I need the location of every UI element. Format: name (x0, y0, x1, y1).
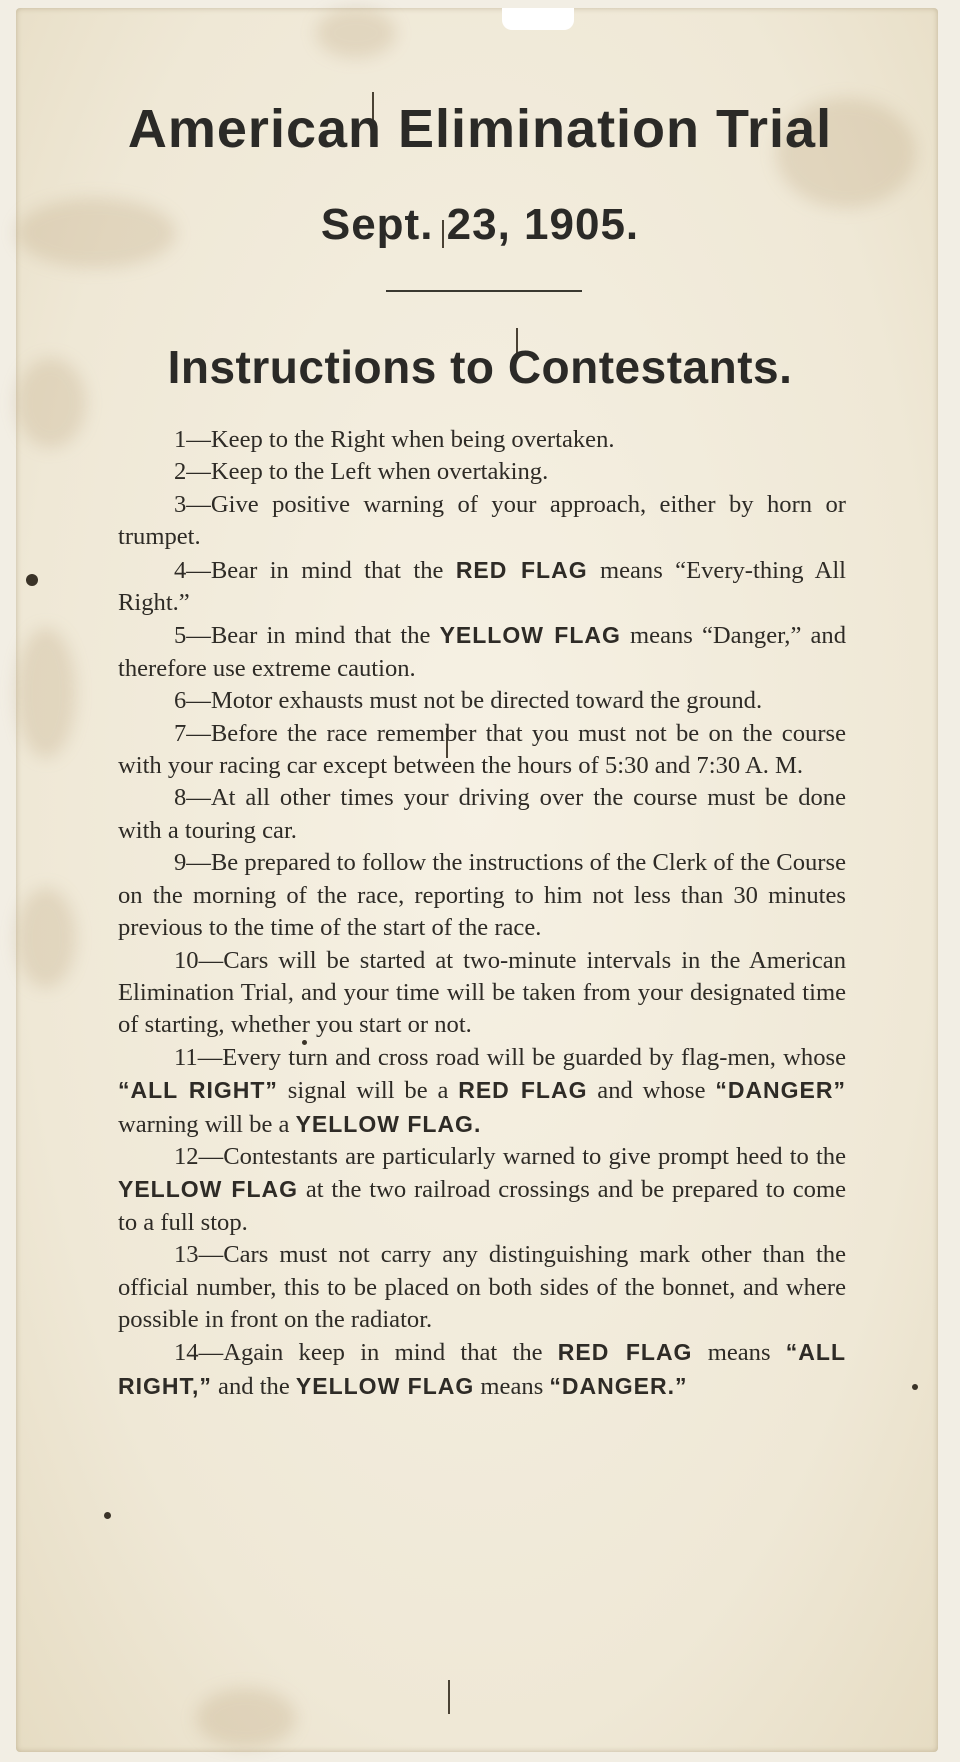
rule-number: 4 (174, 556, 187, 584)
rule-number: 14 (174, 1339, 199, 1367)
rule-item (118, 1141, 846, 1239)
divider-rule (386, 290, 582, 292)
rule-number: 13 (174, 1241, 199, 1269)
rule-text: and whose (587, 1077, 716, 1105)
scratch-mark (448, 1680, 450, 1714)
stain (196, 1688, 296, 1748)
rule-text: means (474, 1372, 550, 1400)
rule-text: —Bear in mind that the (186, 622, 440, 650)
rule-number: 11 (174, 1043, 198, 1071)
rules-list (118, 424, 846, 1403)
torn-notch (502, 8, 574, 30)
rule-item (118, 619, 846, 685)
rule-text: means “Every-thing All Right.” (118, 556, 846, 617)
flag-term: “DANGER” (715, 1077, 846, 1104)
flag-term: YELLOW FLAG (295, 1372, 475, 1399)
rule-text: —Give positive warning of your approach, either by horn or trumpet. (118, 490, 846, 551)
rule-item (118, 1042, 846, 1141)
rule-text: —Cars must not carry any distinguishing mark other than the official number, this to be placed on both sides of the bonnet, and where possible in front on the radiator. (118, 1241, 846, 1333)
rule-item (118, 554, 846, 620)
rule-number: 2 (174, 458, 187, 486)
rule-item (118, 718, 846, 783)
rule-item (118, 1336, 846, 1403)
rule-text: means (692, 1339, 786, 1367)
rule-number: 9 (174, 849, 187, 877)
rule-text: —Cars will be started at two-minute intervals in the American Elimination Trial, and your time will be taken from your designated time of starting, whether you start or not. (118, 946, 846, 1039)
flag-term: YELLOW FLAG (439, 622, 621, 649)
flag-term: RED FLAG (458, 1077, 588, 1104)
rule-text: —Be prepared to follow the instructions of the Clerk of the Course on the morning of the race, reporting to him not less than 30 minutes previous to the time of the start of the race. (118, 849, 846, 942)
stain (16, 888, 76, 988)
rule-text: —Every turn and cross road will be guarded by flag-men, whose (197, 1043, 846, 1071)
rule-text: —Contestants are particularly warned to give prompt heed to the (198, 1142, 846, 1170)
flag-term: YELLOW FLAG (118, 1176, 299, 1203)
rule-number: 1 (174, 426, 187, 453)
rule-text: —Keep to the Right when being overtaken. (186, 426, 615, 453)
stain (316, 8, 396, 58)
document-date: Sept. 23, 1905. (320, 200, 640, 249)
rule-item (118, 424, 846, 456)
instructions-heading: Instructions to Contestants. (167, 341, 793, 393)
flag-term: RED FLAG (455, 556, 588, 583)
rule-text: —Motor exhausts must not be directed toward the ground. (186, 687, 763, 715)
rule-number: 5 (174, 622, 187, 650)
rule-text: —At all other times your driving over the course must be done with a touring car. (118, 784, 846, 844)
flag-term: “ALL RIGHT,” (118, 1339, 846, 1399)
ink-spot (26, 574, 38, 586)
rule-number: 7 (174, 719, 187, 747)
ink-spot (912, 1384, 918, 1390)
rule-number: 8 (174, 784, 187, 812)
rule-text: —Bear in mind that the (186, 556, 456, 584)
rule-item (118, 1239, 846, 1336)
rule-text: means “Danger,” and therefore use extreme caution. (118, 622, 847, 682)
rule-text: at the two railroad crossings and be prepared to come to a full stop. (118, 1176, 847, 1236)
rule-text: warning will be a (118, 1110, 296, 1138)
document-title: American Elimination Trial (127, 99, 833, 159)
rule-item (118, 945, 846, 1042)
stain (16, 628, 76, 758)
flag-term: RED FLAG (557, 1339, 693, 1366)
rule-number: 12 (174, 1142, 199, 1170)
rule-text: —Again keep in mind that the (198, 1339, 558, 1367)
flag-term: “DANGER.” (549, 1372, 688, 1399)
rule-number: 3 (174, 490, 187, 518)
rule-text: and the (211, 1372, 296, 1400)
rule-item (118, 489, 846, 554)
rule-item (118, 847, 846, 944)
rule-text: —Before the race remember that you must not be on the course with your racing car except between the hours of 5:30 and 7:30 A. M. (118, 719, 846, 780)
flag-term: “ALL RIGHT” (118, 1077, 278, 1104)
rule-number: 10 (174, 946, 199, 974)
rule-item (118, 685, 846, 717)
rule-item (118, 456, 846, 488)
rule-item (118, 782, 846, 847)
rule-text: —Keep to the Left when overtaking. (186, 458, 549, 486)
flag-term: YELLOW FLAG. (295, 1110, 482, 1137)
ink-spot (104, 1512, 111, 1519)
rule-number: 6 (174, 687, 187, 715)
rule-text: signal will be a (277, 1077, 459, 1105)
